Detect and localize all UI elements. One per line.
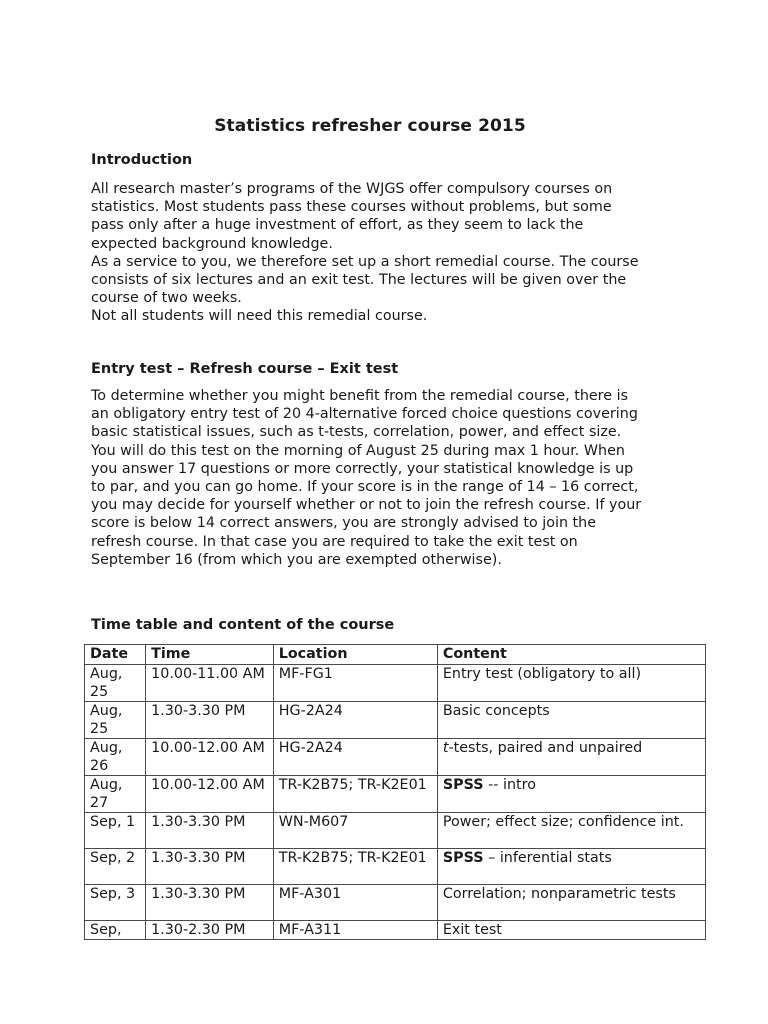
content-text: Entry test (obligatory to all)	[442, 666, 642, 682]
location-cell: MF-FG1	[273, 665, 437, 702]
timetable	[84, 644, 706, 940]
location-cell: HG-2A24	[273, 702, 437, 739]
table-row	[85, 849, 706, 885]
paragraph-line: basic statistical issues, such as t-tests, correlation, power, and effect size.	[91, 424, 622, 441]
content-text: Exit test	[442, 922, 502, 938]
paragraph-line: September 16 (from which you are exempted otherwise).	[91, 551, 502, 568]
content-cell	[437, 885, 705, 921]
paragraph-line: to par, and you can go home. If your score is in the range of 14 – 16 correct,	[91, 479, 639, 496]
entry-test-paragraph	[91, 387, 691, 569]
introduction-heading: Introduction	[91, 152, 193, 168]
content-cell	[437, 739, 705, 776]
location-cell: MF-A301	[273, 885, 437, 921]
content-text: -tests, paired and unpaired	[448, 740, 643, 756]
location-cell: WN-M607	[273, 813, 437, 849]
paragraph-line: you may decide for yourself whether or not to join the refresh course. If your	[91, 497, 642, 514]
table-row	[85, 885, 706, 921]
time-cell: 1.30-3.30 PM	[146, 813, 274, 849]
time-cell: 1.30-2.30 PM	[146, 921, 274, 940]
table-row	[85, 739, 706, 776]
timetable-heading: Time table and content of the course	[91, 617, 395, 633]
time-cell: 10.00-11.00 AM	[146, 665, 274, 702]
location-cell: TR-K2B75; TR-K2E01	[273, 849, 437, 885]
paragraph-line: You will do this test on the morning of August 25 during max 1 hour. When	[91, 442, 625, 459]
paragraph-line: course of two weeks.	[91, 290, 242, 307]
table-header-row	[85, 645, 706, 665]
date-cell: Sep, 1	[85, 813, 146, 849]
paragraph-line: Not all students will need this remedial course.	[91, 308, 428, 325]
time-cell: 10.00-12.00 AM	[146, 776, 274, 813]
content-cell	[437, 776, 705, 813]
content-emphasis: SPSS	[442, 850, 484, 866]
paragraph-line: consists of six lectures and an exit test. The lectures will be given over the	[91, 272, 627, 289]
paragraph-line: refresh course. In that case you are required to take the exit test on	[91, 533, 578, 550]
column-header-time: Time	[146, 645, 274, 665]
table-row	[85, 702, 706, 739]
table-body	[85, 665, 706, 940]
introduction-paragraph	[91, 180, 691, 326]
content-cell	[437, 921, 705, 940]
paragraph-line: score is below 14 correct answers, you are strongly advised to join the	[91, 515, 597, 532]
time-cell: 1.30-3.30 PM	[146, 849, 274, 885]
date-cell: Sep, 3	[85, 885, 146, 921]
column-header-content: Content	[437, 645, 705, 665]
content-text: Correlation; nonparametric tests	[442, 886, 676, 902]
time-cell: 1.30-3.30 PM	[146, 702, 274, 739]
paragraph-line: an obligatory entry test of 20 4-alternative forced choice questions covering	[91, 406, 638, 423]
time-cell: 1.30-3.30 PM	[146, 885, 274, 921]
content-cell	[437, 702, 705, 739]
date-cell: Aug, 26	[85, 739, 146, 776]
content-text: – inferential stats	[483, 850, 612, 866]
paragraph-line: you answer 17 questions or more correctly, your statistical knowledge is up	[91, 460, 634, 477]
content-text: Basic concepts	[442, 703, 550, 719]
content-text: Power; effect size; confidence int.	[442, 814, 684, 830]
location-cell: TR-K2B75; TR-K2E01	[273, 776, 437, 813]
column-header-location: Location	[273, 645, 437, 665]
column-header-date: Date	[85, 645, 146, 665]
content-cell	[437, 665, 705, 702]
date-cell: Sep, 2	[85, 849, 146, 885]
table-row	[85, 813, 706, 849]
content-cell	[437, 849, 705, 885]
paragraph-line: All research master’s programs of the WJGS offer compulsory courses on	[91, 181, 613, 197]
date-cell: Aug, 25	[85, 665, 146, 702]
content-emphasis: SPSS	[442, 777, 484, 793]
location-cell: MF-A311	[273, 921, 437, 940]
content-text: -- intro	[483, 777, 536, 793]
paragraph-line: As a service to you, we therefore set up a short remedial course. The course	[91, 253, 639, 270]
paragraph-line: pass only after a huge investment of effort, as they seem to lack the	[91, 217, 584, 234]
time-cell: 10.00-12.00 AM	[146, 739, 274, 776]
entry-test-heading: Entry test – Refresh course – Exit test	[91, 361, 399, 377]
content-italic: t	[442, 740, 449, 756]
table-row	[85, 665, 706, 702]
table-row	[85, 921, 706, 940]
document-title: Statistics refresher course 2015	[214, 116, 526, 136]
date-cell: Aug, 25	[85, 702, 146, 739]
date-cell: Aug, 27	[85, 776, 146, 813]
paragraph-line: statistics. Most students pass these courses without problems, but some	[91, 199, 612, 216]
paragraph-line: expected background knowledge.	[91, 235, 333, 252]
date-cell: Sep,	[85, 921, 146, 940]
table-row	[85, 776, 706, 813]
paragraph-line: To determine whether you might benefit from the remedial course, there is	[91, 388, 629, 404]
content-cell	[437, 813, 705, 849]
location-cell: HG-2A24	[273, 739, 437, 776]
